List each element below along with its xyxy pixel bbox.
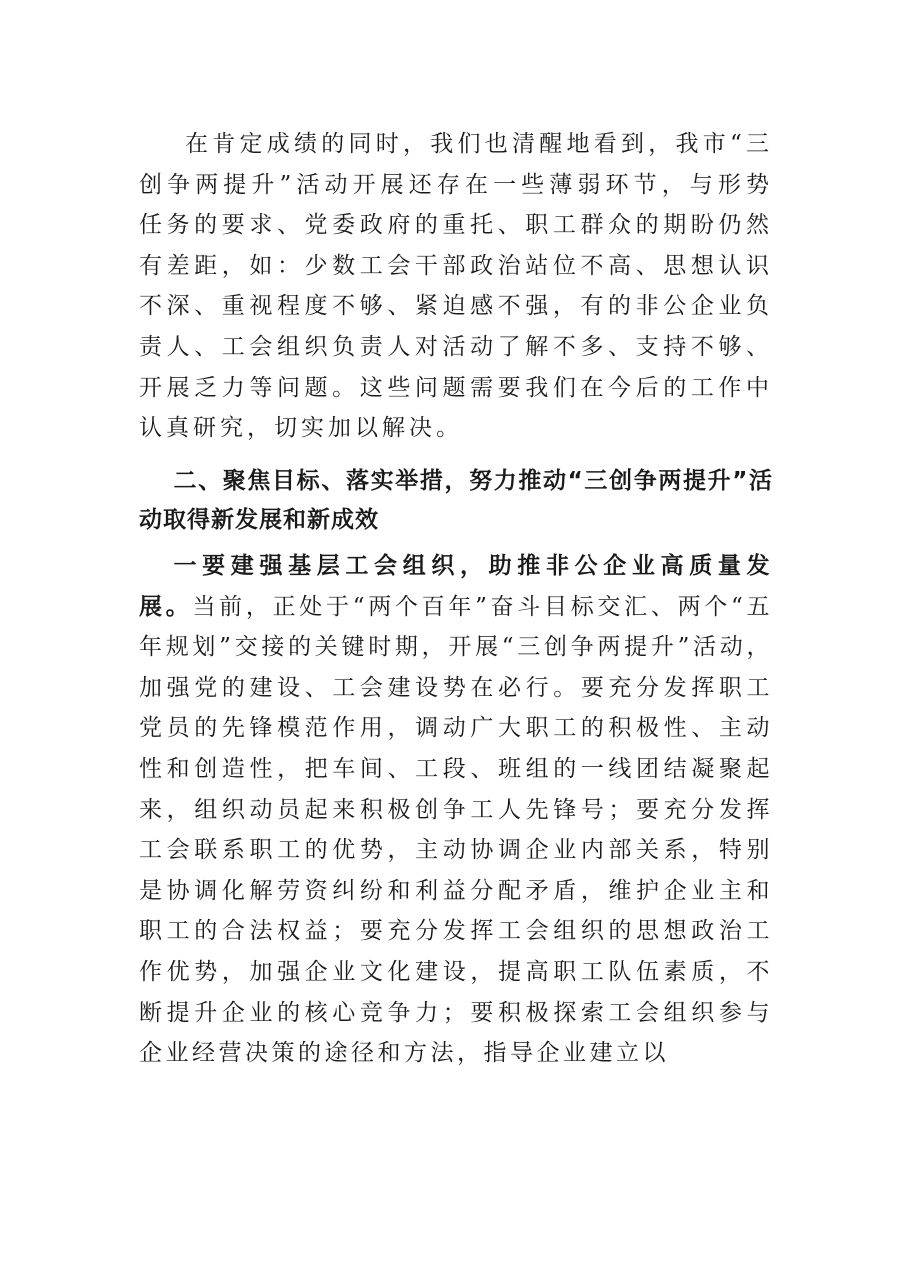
section-heading-two: 二、聚焦目标、落实举措，努力推动“三创争两提升”活动取得新发展和新成效: [139, 468, 773, 533]
paragraph-lead-sentence: 一要建强基层工会组织，助推非公企业高质量发展。: [139, 552, 773, 620]
paragraph-grassroots-union: [139, 546, 773, 1074]
paragraph-body: 当前，正处于“两个百年”奋斗目标交汇、两个“五年规划”交接的关键时期，开展“三创争两提升”活动，加强党的建设、工会建设势在必行。要充分发挥职工党员的先锋模范作用，调动广大职工的积极性、主动性和创造性，把车间、工段、班组的一线团结凝聚起来，组织动员起来积极创争工人先锋号；要充分发挥工会联系职工的优势，主动协调企业内部关系，特别是协调化解劳资纠纷和利益分配矛盾，维护企业主和职工的合法权益；要充分发挥工会组织的思想政治工作优势，加强企业文化建设，提高职工队伍素质，不断提升企业的核心竞争力；要积极探索工会组织参与企业经营决策的途径和方法，指导企业建立以: [139, 593, 773, 1067]
paragraph-shortcomings: 在肯定成绩的同时，我们也清醒地看到，我市“三创争两提升”活动开展还存在一些薄弱环节，与形势任务的要求、党委政府的重托、职工群众的期盼仍然有差距，如：少数工会干部政治站位不高、思想认识不深、重视程度不够、紧迫感不强，有的非公企业负责人、工会组织负责人对活动了解不多、支持不够、开展乏力等问题。这些问题需要我们在今后的工作中认真研究，切实加以解决。: [139, 131, 773, 442]
